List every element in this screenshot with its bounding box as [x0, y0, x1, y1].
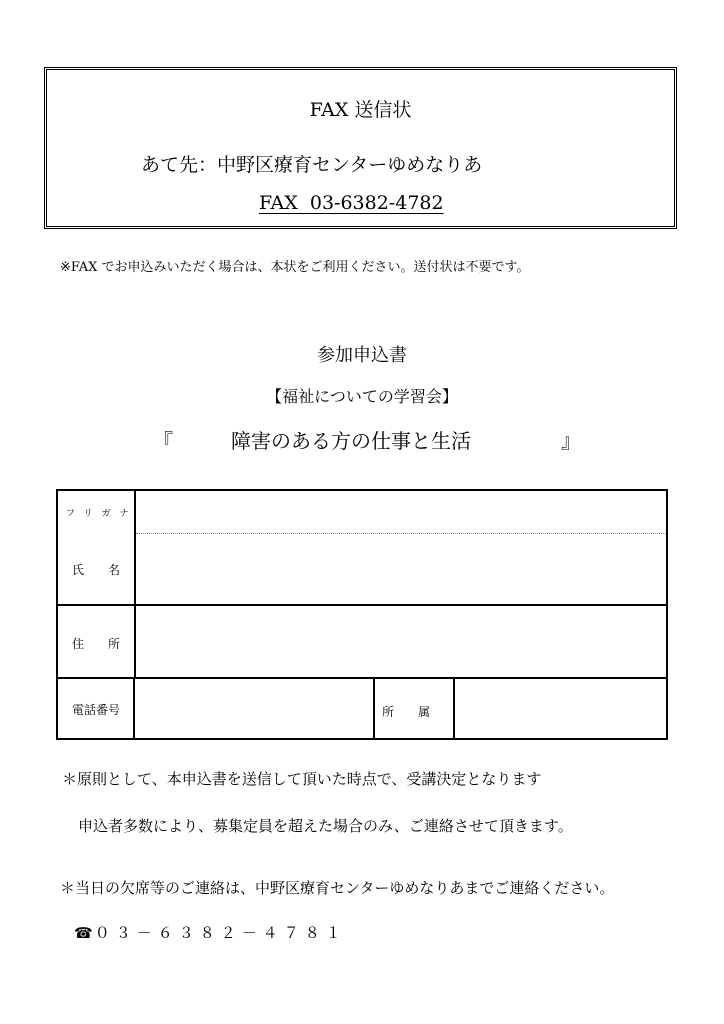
- phone-field[interactable]: [137, 681, 371, 738]
- fax-number: FAX 03-6382-4782: [259, 192, 444, 214]
- phone-label-divider: [133, 679, 135, 740]
- form-subtitle: 【福祉についての学習会】: [266, 387, 458, 406]
- event-bracket-close: 』: [561, 429, 581, 453]
- application-form-table: [56, 489, 668, 740]
- note-line-1: ＊原則として、本申込書を送信して頂いた時点で、受講決定となります: [62, 770, 542, 788]
- phone-label: 電話番号: [72, 703, 121, 717]
- affiliation-left-divider: [373, 679, 375, 740]
- affiliation-label: 所 属: [382, 705, 431, 719]
- name-field[interactable]: [138, 537, 664, 601]
- fax-note: ※FAX でお申込みいただく場合は、本状をご利用ください。送付状は不要です。: [60, 260, 530, 275]
- furigana-field[interactable]: [138, 493, 664, 531]
- form-title: 参加申込書: [317, 345, 407, 366]
- name-row-divider: [58, 604, 666, 606]
- event-bracket-open: 『: [153, 429, 173, 453]
- note-line-3: ＊当日の欠席等のご連絡は、中野区療育センターゆめなりあまでご連絡ください。: [60, 879, 615, 897]
- fax-cover-title: FAX 送信状: [309, 99, 412, 121]
- contact-phone: [74, 922, 347, 943]
- furigana-divider: [136, 533, 666, 534]
- affiliation-field[interactable]: [457, 681, 664, 738]
- fax-recipient: あて先：中野区療育センターゆめなりあ: [141, 154, 483, 176]
- telephone-icon: ☎: [74, 924, 93, 942]
- contact-phone-number: ０３－６３８２－４７８１: [94, 924, 347, 942]
- address-label: 住 所: [72, 637, 121, 651]
- address-row-divider: [58, 677, 666, 679]
- note-line-2: 申込者多数により、募集定員を超えた場合のみ、ご連絡させて頂きます。: [78, 817, 573, 835]
- name-label: 氏 名: [72, 563, 121, 577]
- fax-cover-box: [44, 67, 677, 229]
- event-name: 障害のある方の仕事と生活: [231, 429, 471, 453]
- affiliation-right-divider: [453, 679, 455, 740]
- label-column-divider: [134, 491, 136, 679]
- address-field[interactable]: [138, 609, 664, 675]
- furigana-label: フリガナ: [66, 509, 138, 519]
